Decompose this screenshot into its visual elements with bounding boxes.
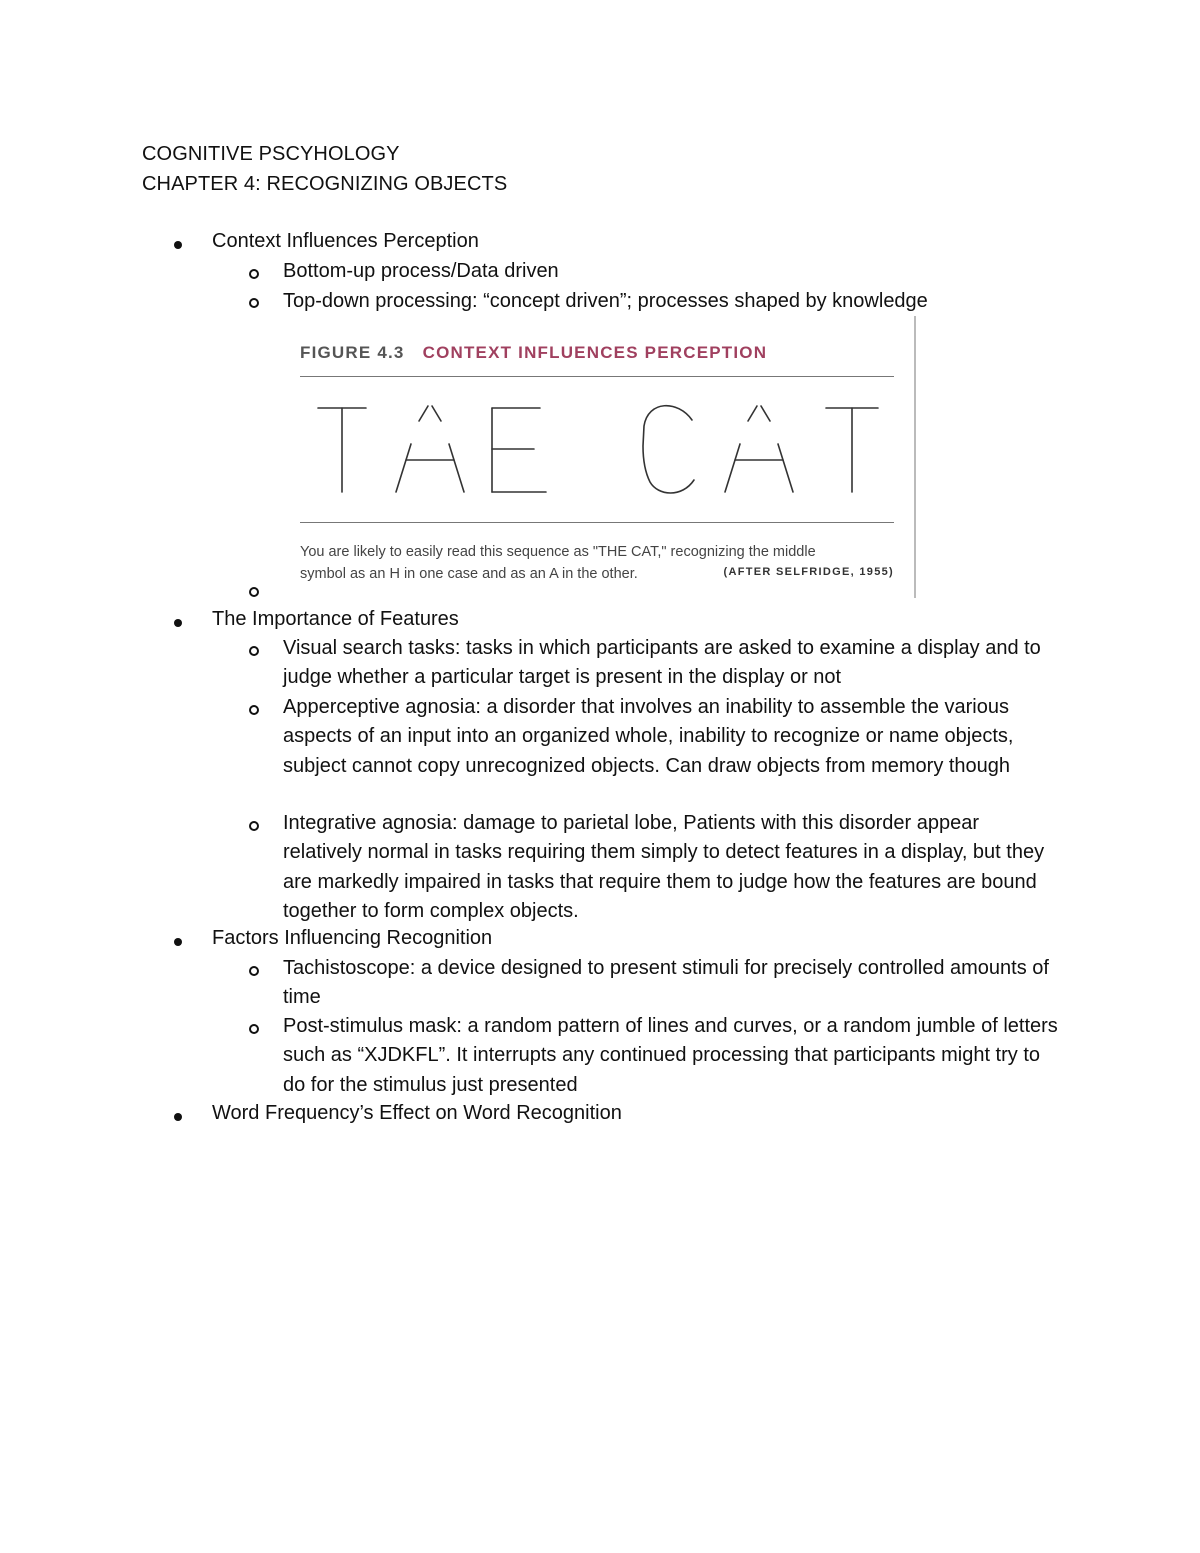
bullet-ring-icon (249, 298, 259, 308)
document-title: COGNITIVE PSCYHOLOGY (142, 143, 400, 165)
subbullet-text: Top-down processing: “concept driven”; processes shaped by knowledge (283, 290, 928, 312)
bullet-ring-icon (249, 269, 259, 279)
subbullet-text: Post-stimulus mask: a random pattern of lines and curves, or a random jumble of letters such as “XJDKFL”. It interrupts any continued processing that participants might try to do for the stimulus just presented (283, 1015, 1058, 1096)
figure-caption-line-2: symbol as an H in one case and as an A in the other. (300, 566, 638, 582)
bullet-dot-icon (174, 1113, 182, 1121)
bullet-text: Factors Influencing Recognition (212, 927, 493, 949)
figure-number: FIGURE 4.3 (300, 343, 405, 362)
bullet-text: The Importance of Features (212, 608, 459, 630)
figure-caption-line-1: You are likely to easily read this sequence as "THE CAT," recognizing the middle (300, 544, 816, 560)
tae-cat-letters-image (300, 396, 894, 506)
bullet-text: Context Influences Perception (212, 230, 479, 252)
bullet-ring-icon (249, 821, 259, 831)
bullet-ring-icon (249, 587, 259, 597)
subbullet-text: Visual search tasks: tasks in which participants are asked to examine a display and to judge whether a particular target is present in the display or not (283, 637, 1041, 689)
figure-title: CONTEXT INFLUENCES PERCEPTION (422, 343, 768, 362)
bullet-ring-icon (249, 705, 259, 715)
figure-bottom-rule (300, 522, 894, 523)
figure-context-influences-perception (298, 316, 916, 598)
bullet-ring-icon (249, 966, 259, 976)
bullet-text: Word Frequency’s Effect on Word Recognition (212, 1102, 622, 1124)
figure-credit: (AFTER SELFRIDGE, 1955) (723, 566, 894, 578)
chapter-title: CHAPTER 4: RECOGNIZING OBJECTS (142, 173, 508, 195)
bullet-dot-icon (174, 241, 182, 249)
subbullet-text: Apperceptive agnosia: a disorder that involves an inability to assemble the various aspects of an input into an organized whole, inability to recognize or name objects, subject cannot copy unrecognized objects. Can draw objects from memory though (283, 696, 1014, 777)
bullet-dot-icon (174, 619, 182, 627)
bullet-dot-icon (174, 938, 182, 946)
figure-heading (300, 343, 767, 363)
figure-caption (300, 541, 900, 585)
bullet-ring-icon (249, 646, 259, 656)
figure-border (914, 316, 916, 598)
figure-top-rule (300, 376, 894, 377)
bullet-ring-icon (249, 1024, 259, 1034)
subbullet-text: Integrative agnosia: damage to parietal lobe, Patients with this disorder appear relatively normal in tasks requiring them simply to detect features in a display, but they are markedly impaired in tasks that require them to judge how the features are bound together to form complex objects. (283, 812, 1045, 922)
subbullet-text: Bottom-up process/Data driven (283, 260, 559, 282)
subbullet-text: Tachistoscope: a device designed to present stimuli for precisely controlled amounts of time (283, 957, 1049, 1009)
